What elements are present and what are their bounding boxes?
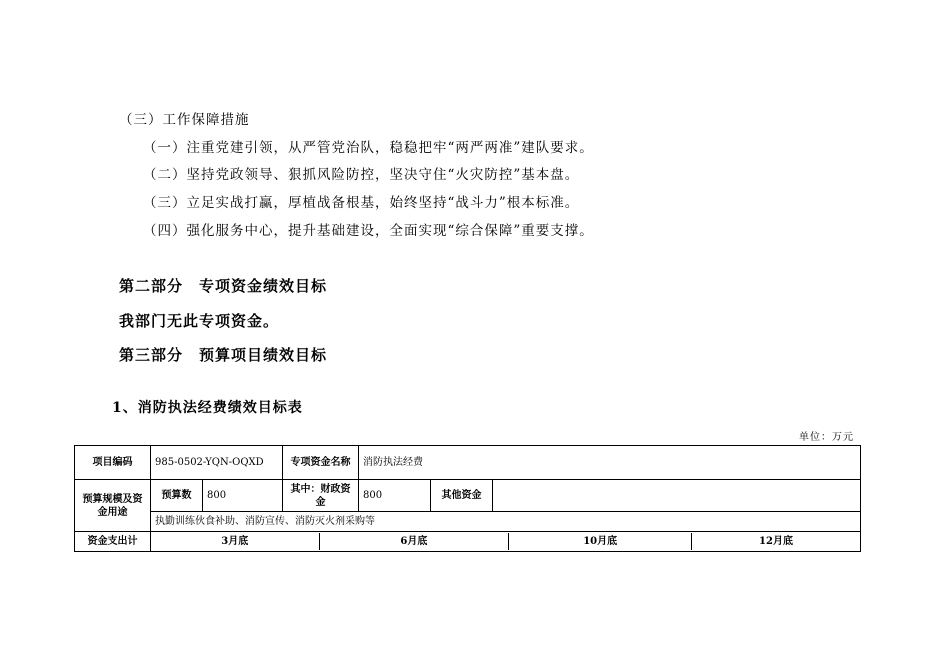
other-funds-label: 其他资金 [431, 480, 493, 512]
section-heading: （三）工作保障措施 [119, 112, 250, 128]
fiscal-amount-value: 800 [359, 480, 431, 512]
part3-title: 第三部分 预算项目绩效目标 [119, 346, 328, 364]
table-row [75, 480, 861, 512]
part2-note: 我部门无此专项资金。 [119, 312, 280, 330]
part2-title: 第二部分 专项资金绩效目标 [119, 277, 328, 295]
measure-item-1: （一）注重党建引领，从严管党治队，稳稳把牢“两严两准”建队要求。 [143, 140, 594, 156]
table-row [75, 446, 861, 480]
measure-item-3: （三）立足实战打赢，厚植战备根基，始终坚持“战斗力”根本标准。 [143, 195, 580, 211]
expense-plan-label: 资金支出计 [75, 532, 151, 552]
measure-item-2: （二）坚持党政领导、狠抓风险防控，坚决守住“火灾防控”基本盘。 [143, 167, 580, 183]
fund-usage: 执勤训练伙食补助、消防宣传、消防灭火剂采购等 [151, 512, 861, 532]
month-jun: 6月底 [319, 533, 509, 550]
performance-table [74, 445, 861, 552]
fund-name-value: 消防执法经费 [359, 446, 861, 480]
month-dec: 12月底 [759, 536, 793, 547]
budget-amount-value: 800 [203, 480, 283, 512]
project-code-value: 985-0502-YQN-OQXD [151, 446, 283, 480]
fund-name-label: 专项资金名称 [283, 446, 359, 480]
unit-label: 单位：万元 [799, 432, 854, 443]
measure-item-4: （四）强化服务中心，提升基础建设，全面实现“综合保障”重要支撑。 [143, 223, 594, 239]
fiscal-label: 其中：财政资金 [283, 480, 359, 512]
budget-label: 预算规模及资金用途 [75, 480, 151, 532]
month-oct: 10月底 [509, 533, 692, 550]
budget-amount-label: 预算数 [151, 480, 203, 512]
other-funds-value [493, 480, 861, 512]
table-row [75, 512, 861, 532]
table-row [75, 532, 861, 552]
month-mar: 3月底 [151, 533, 319, 550]
project-code-label: 项目编码 [75, 446, 151, 480]
table-title: 1、消防执法经费绩效目标表 [112, 400, 303, 416]
